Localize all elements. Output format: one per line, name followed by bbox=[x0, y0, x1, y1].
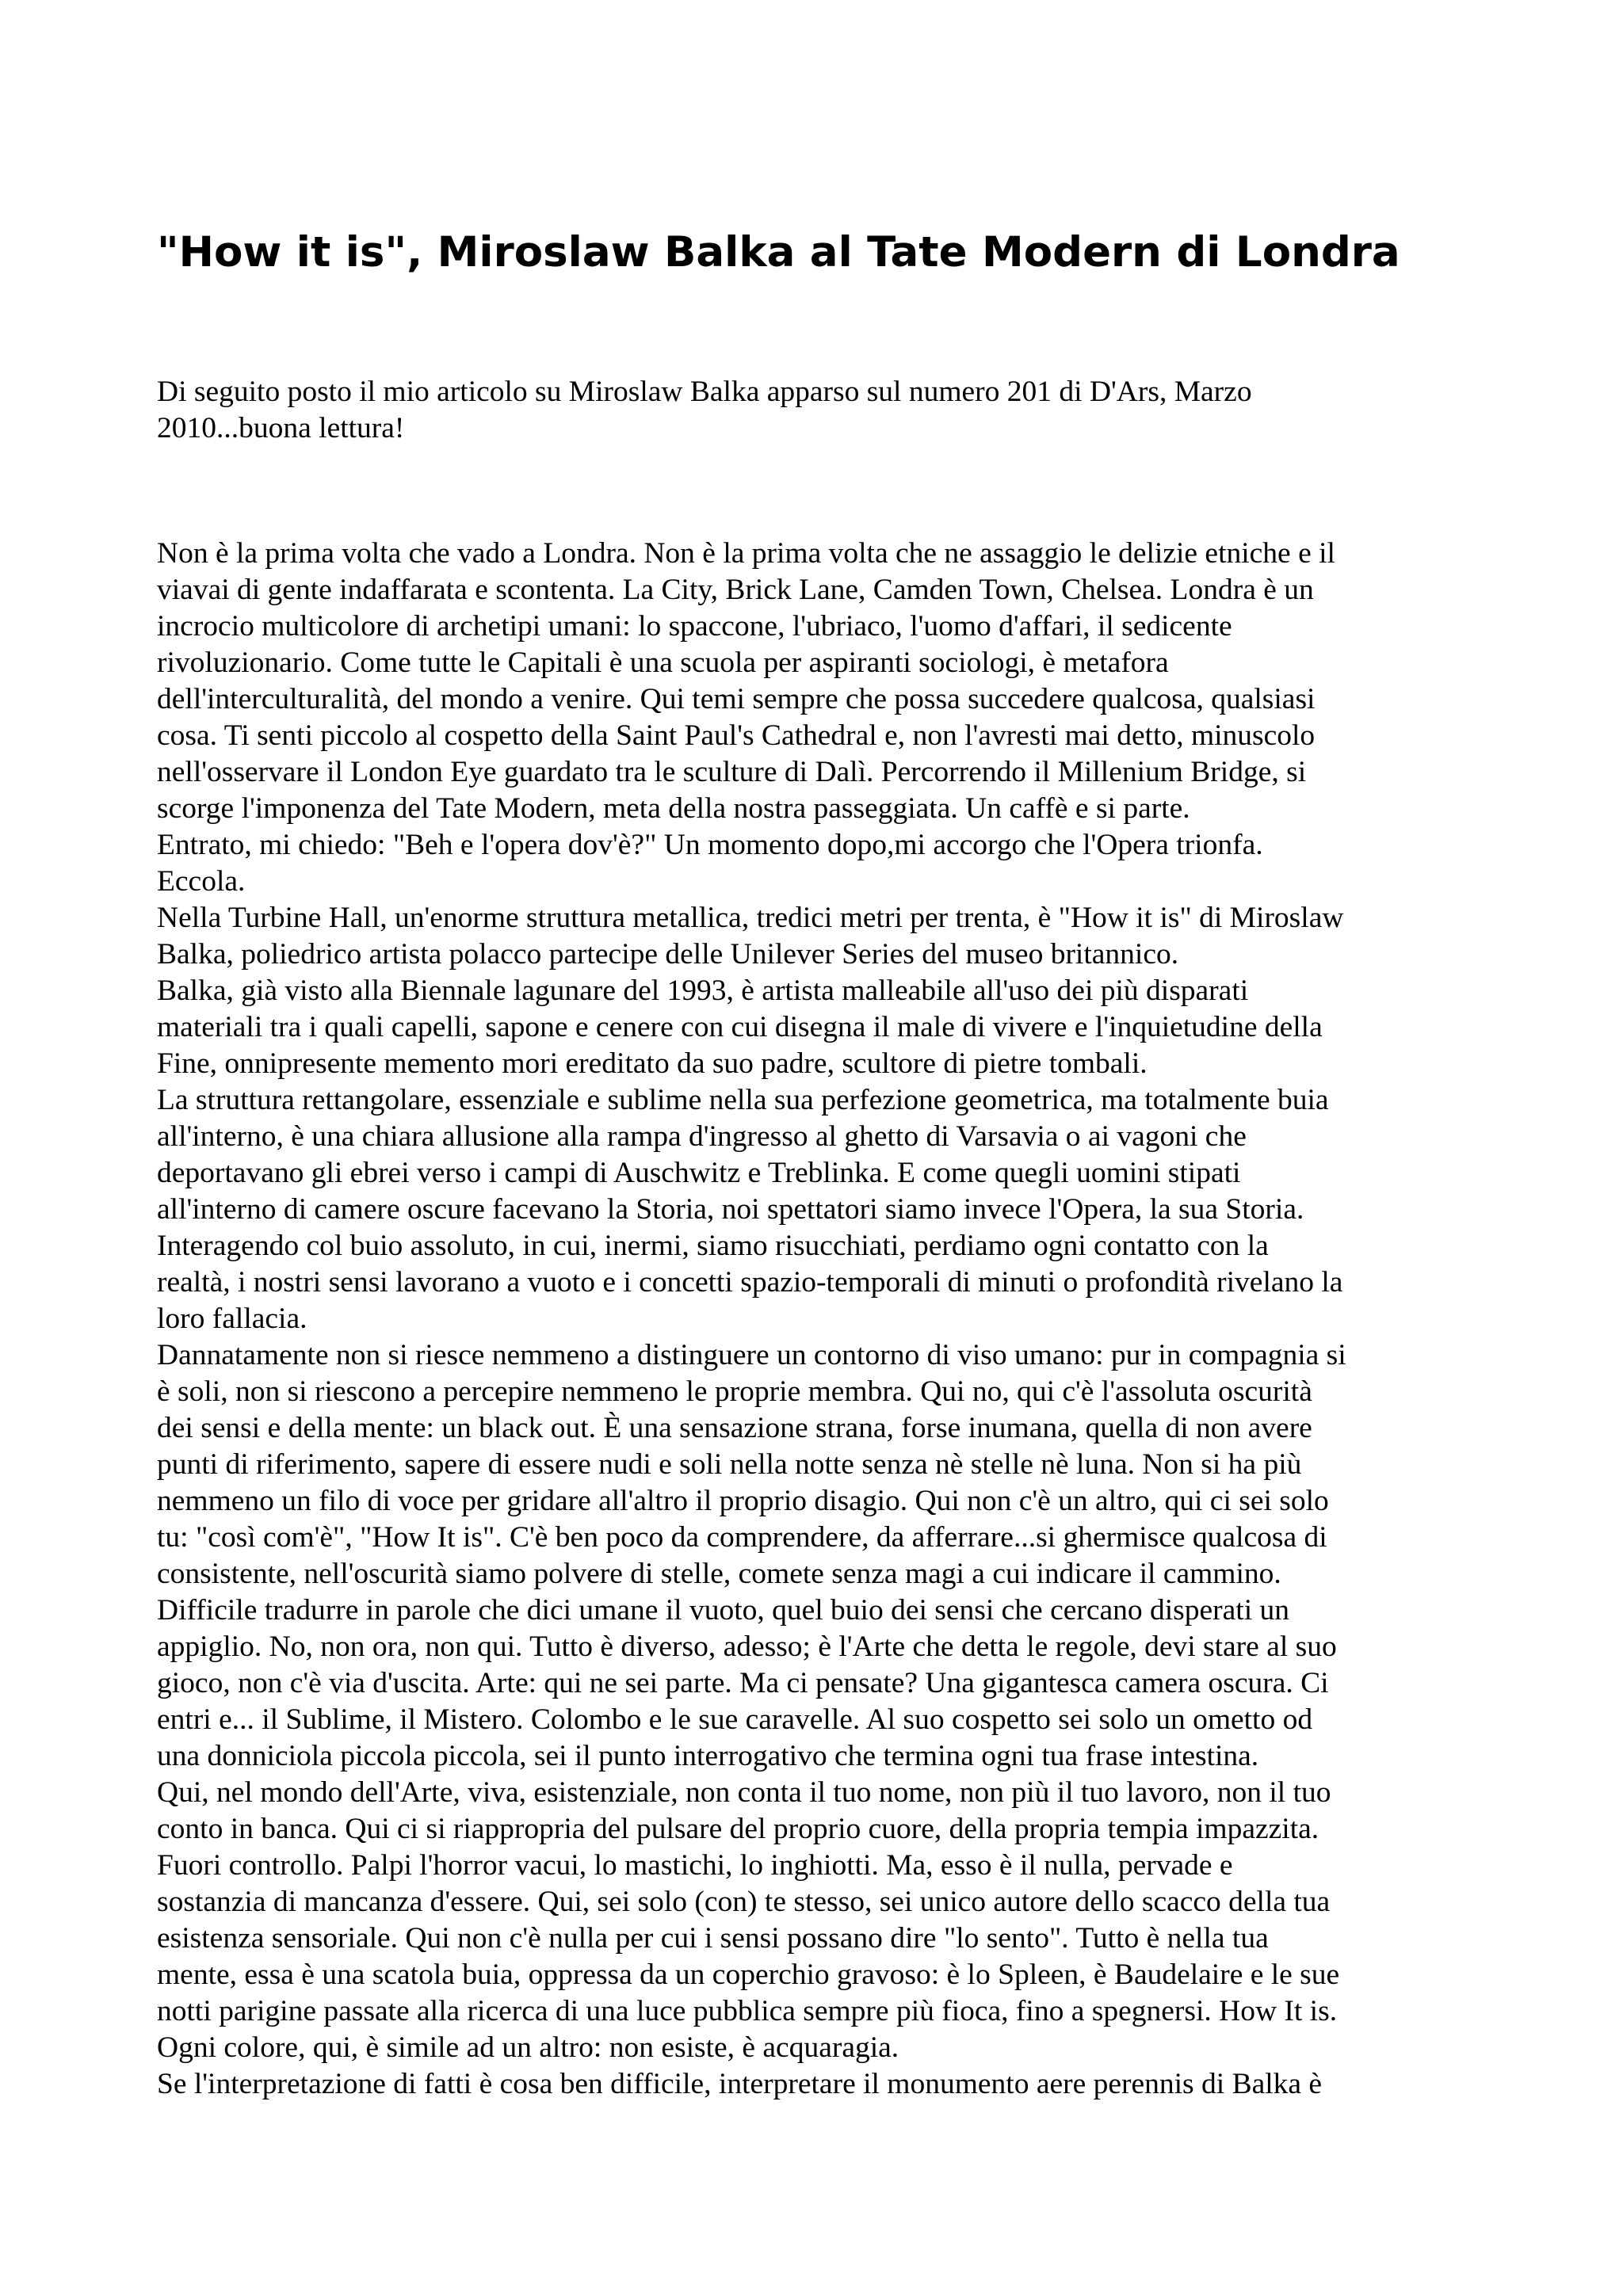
text-line: conto in banca. Qui ci si riappropria del pulsare del proprio cuore, della propria tempia impazzita. bbox=[157, 1813, 1319, 1845]
text-line: rivoluzionario. Come tutte le Capitali è una scuola per aspiranti sociologi, è metafora bbox=[157, 646, 1169, 679]
text-line: punti di riferimento, sapere di essere nudi e soli nella notte senza nè stelle nè luna. Non si ha più bbox=[157, 1448, 1302, 1481]
text-line: scorge l'imponenza del Tate Modern, meta della nostra passeggiata. Un caffè e si parte. bbox=[157, 792, 1190, 825]
text-line: Eccola. bbox=[157, 865, 246, 898]
text-line: una donniciola piccola piccola, sei il punto interrogativo che termina ogni tua frase intestina. bbox=[157, 1740, 1259, 1772]
text-line: Balka, già visto alla Biennale lagunare del 1993, è artista malleabile all'uso dei più disparati bbox=[157, 974, 1249, 1007]
text-line: tu: "così com'è", "How It is". C'è ben poco da comprendere, da afferrare...si ghermisce qualcosa di bbox=[157, 1521, 1327, 1554]
text-line: materiali tra i quali capelli, sapone e cenere con cui disegna il male di vivere e l'inquietudine della bbox=[157, 1011, 1323, 1043]
text-line: cosa. Ti senti piccolo al cospetto della Saint Paul's Cathedral e, non l'avresti mai detto, minuscolo bbox=[157, 719, 1316, 752]
text-line: viavai di gente indaffarata e scontenta. La City, Brick Lane, Camden Town, Chelsea. Londra è un bbox=[157, 574, 1314, 606]
text-line: Nella Turbine Hall, un'enorme struttura metallica, tredici metri per trenta, è "How it is" di Miroslaw bbox=[157, 902, 1344, 934]
text-line: nemmeno un filo di voce per gridare all'altro il proprio disagio. Qui non c'è un altro, qui ci sei solo bbox=[157, 1485, 1329, 1517]
text-line: dei sensi e della mente: un black out. È una sensazione strana, forse inumana, quella di non avere bbox=[157, 1412, 1312, 1444]
text-line: Balka, poliedrico artista polacco partecipe delle Unilever Series del museo britannico. bbox=[157, 938, 1179, 971]
text-line: Dannatamente non si riesce nemmeno a distinguere un contorno di viso umano: pur in compagnia si bbox=[157, 1339, 1346, 1371]
intro-line: 2010...buona lettura! bbox=[157, 412, 405, 444]
text-line: La struttura rettangolare, essenziale e sublime nella sua perfezione geometrica, ma totalmente buia bbox=[157, 1084, 1329, 1116]
text-line: deportavano gli ebrei verso i campi di Auschwitz e Treblinka. E come quegli uomini stipati bbox=[157, 1157, 1241, 1189]
text-line: Se l'interpretazione di fatti è cosa ben difficile, interpretare il monumento aere perennis di Balka è bbox=[157, 2068, 1323, 2100]
text-line: Entrato, mi chiedo: "Beh e l'opera dov'è?" Un momento dopo,mi accorgo che l'Opera trionfa. bbox=[157, 829, 1263, 861]
article-title: "How it is", Miroslaw Balka al Tate Modern di Londra bbox=[157, 228, 1400, 277]
text-line: all'interno di camere oscure facevano la Storia, noi spettatori siamo invece l'Opera, la sua Storia. bbox=[157, 1193, 1304, 1226]
text-line: consistente, nell'oscurità siamo polvere di stelle, comete senza magi a cui indicare il cammino. bbox=[157, 1558, 1281, 1590]
text-line: loro fallacia. bbox=[157, 1302, 307, 1335]
text-line: Fine, onnipresente memento mori ereditato da suo padre, scultore di pietre tombali. bbox=[157, 1047, 1148, 1080]
text-line: incrocio multicolore di archetipi umani: lo spaccone, l'ubriaco, l'uomo d'affari, il sedicente bbox=[157, 610, 1232, 643]
intro-paragraph bbox=[157, 374, 1472, 447]
text-line: sostanzia di mancanza d'essere. Qui, sei solo (con) te stesso, sei unico autore dello scacco della tua bbox=[157, 1886, 1331, 1918]
text-line: gioco, non c'è via d'uscita. Arte: qui ne sei parte. Ma ci pensate? Una gigantesca camera oscura. Ci bbox=[157, 1667, 1329, 1699]
text-line: realtà, i nostri sensi lavorano a vuoto e i concetti spazio-temporali di minuti o profondità rivelano la bbox=[157, 1266, 1343, 1299]
article-body bbox=[157, 536, 1488, 2103]
text-line: Qui, nel mondo dell'Arte, viva, esistenziale, non conta il tuo nome, non più il tuo lavoro, non il tuo bbox=[157, 1776, 1331, 1809]
text-line: esistenza sensoriale. Qui non c'è nulla per cui i sensi possano dire "lo sento". Tutto è nella tua bbox=[157, 1922, 1269, 1955]
text-line: mente, essa è una scatola buia, oppressa da un coperchio gravoso: è lo Spleen, è Baudelaire e le sue bbox=[157, 1958, 1340, 1991]
text-line: Fuori controllo. Palpi l'horror vacui, lo mastichi, lo inghiotti. Ma, esso è il nulla, pervade e bbox=[157, 1849, 1233, 1882]
text-line: all'interno, è una chiara allusione alla rampa d'ingresso al ghetto di Varsavia o ai vagoni che bbox=[157, 1120, 1247, 1153]
text-line: è soli, non si riescono a percepire nemmeno le proprie membra. Qui no, qui c'è l'assoluta oscurità bbox=[157, 1375, 1312, 1408]
text-line: Non è la prima volta che vado a Londra. Non è la prima volta che ne assaggio le delizie etniche e il bbox=[157, 537, 1335, 570]
text-line: Difficile tradurre in parole che dici umane il vuoto, quel buio dei sensi che cercano disperati un bbox=[157, 1594, 1290, 1627]
text-line: nell'osservare il London Eye guardato tra le sculture di Dalì. Percorrendo il Millenium Bridge, si bbox=[157, 756, 1307, 788]
intro-line: Di seguito posto il mio articolo su Miroslaw Balka apparso sul numero 201 di D'Ars, Marzo bbox=[157, 376, 1252, 408]
text-line: appiglio. No, non ora, non qui. Tutto è diverso, adesso; è l'Arte che detta le regole, devi stare al suo bbox=[157, 1630, 1337, 1663]
text-line: entri e... il Sublime, il Mistero. Colombo e le sue caravelle. Al suo cospetto sei solo un ometto od bbox=[157, 1703, 1313, 1736]
text-line: Ogni colore, qui, è simile ad un altro: non esiste, è acquaragia. bbox=[157, 2031, 899, 2064]
text-line: Interagendo col buio assoluto, in cui, inermi, siamo risucchiati, perdiamo ogni contatto con la bbox=[157, 1230, 1269, 1262]
text-line: notti parigine passate alla ricerca di una luce pubblica sempre più fioca, fino a spegnersi. How It is. bbox=[157, 1995, 1338, 2027]
text-line: dell'interculturalità, del mondo a venire. Qui temi sempre che possa succedere qualcosa, qualsiasi bbox=[157, 683, 1316, 715]
